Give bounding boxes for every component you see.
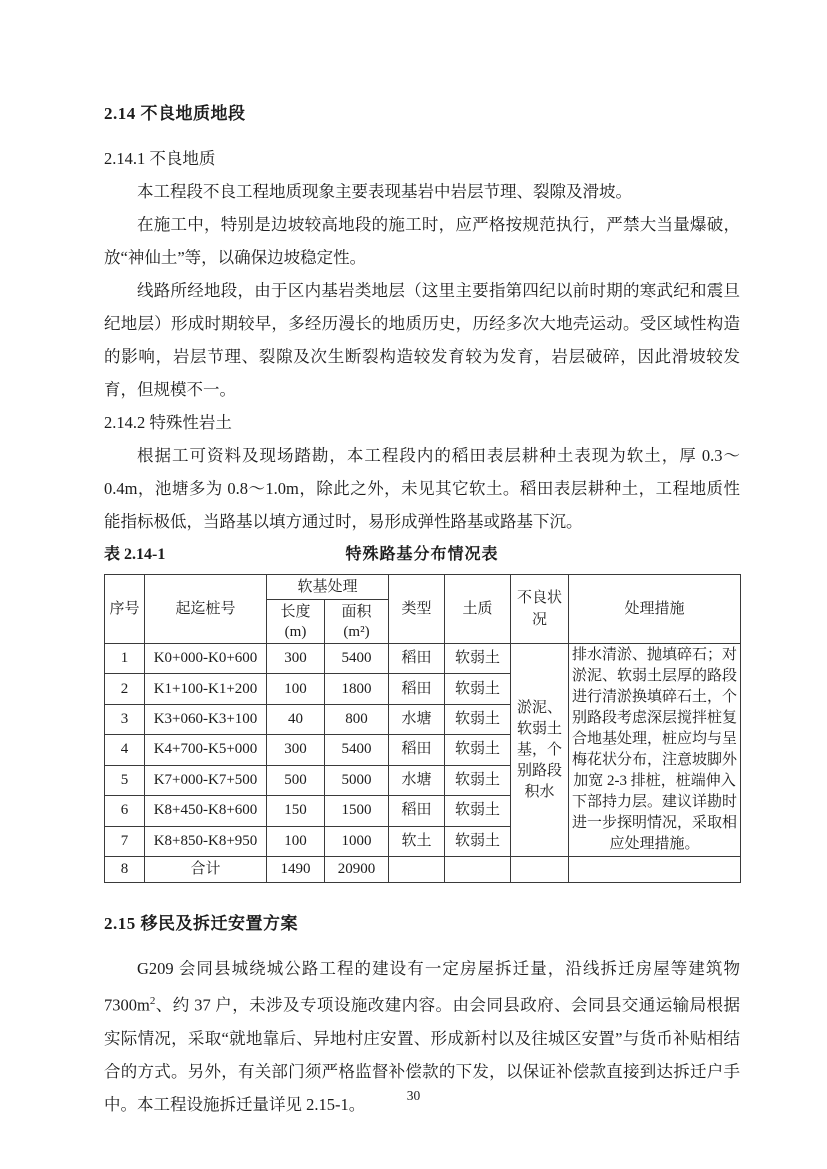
cell-no: 6 (105, 796, 145, 826)
cell-length: 100 (267, 826, 325, 856)
cell-area: 1800 (325, 674, 389, 704)
special-subgrade-table (104, 574, 741, 883)
table-row (105, 644, 741, 674)
cell-soil: 软弱土 (445, 735, 511, 765)
cell-no: 8 (105, 857, 145, 883)
relocation-text-after-sup: 、约 37 户，未涉及专项设施改建内容。由会同县政府、会同县交通运输局根据实际情况，采取“就地靠后、异地村庄安置、形成新村以及往城区安置”与货币补贴相结合的方式。另外，有关部门须严格监督补偿款的下发，以保证补偿款直接到达拆迁户手中。本工程设施拆迁量详见 2.15-1。 (104, 995, 740, 1114)
header-range: 起迄桩号 (145, 575, 267, 644)
page-content (104, 97, 740, 1121)
table-caption-title: 特殊路基分布情况表 (345, 546, 499, 563)
paragraph-special-soil: 根据工可资料及现场踏勘，本工程段内的稻田表层耕种土表现为软土，厚 0.3～0.4m，池塘多为 0.8～1.0m，除此之外，未见其它软土。稻田表层耕种土，工程地质性能指标极低，当路基以填方通过时，易形成弹性路基或路基下沉。 (104, 446, 740, 531)
cell-area: 800 (325, 704, 389, 734)
table-header-row-1 (105, 575, 741, 600)
cell-range: K3+060-K3+100 (145, 704, 267, 734)
cell-area: 5400 (325, 735, 389, 765)
cell-length: 500 (267, 765, 325, 795)
cell-no: 2 (105, 674, 145, 704)
cell-soil: 软弱土 (445, 765, 511, 795)
cell-soil (445, 857, 511, 883)
cell-area: 1000 (325, 826, 389, 856)
cell-no: 7 (105, 826, 145, 856)
table-caption-label: 表 2.14-1 (104, 546, 166, 563)
cell-type: 软土 (389, 826, 445, 856)
header-length (267, 600, 325, 644)
cell-range: K0+000-K0+600 (145, 644, 267, 674)
cell-no: 1 (105, 644, 145, 674)
cell-soil: 软弱土 (445, 644, 511, 674)
section-heading-2-14: 2.14 不良地质地段 (104, 104, 246, 123)
cell-type: 稻田 (389, 796, 445, 826)
cell-range: 合计 (145, 857, 267, 883)
relocation-superscript: 2 (149, 995, 156, 1007)
cell-bad-condition-merged: 淤泥、软弱土基，个别路段积水 (511, 644, 569, 857)
relocation-text-before-sup: G209 会同县城绕城公路工程的建设有一定房屋拆迁量，沿线拆迁房屋等建筑物7300m (104, 959, 740, 1015)
section-heading-2-15: 2.15 移民及拆迁安置方案 (104, 914, 298, 933)
cell-treatment-empty (569, 857, 741, 883)
cell-length: 150 (267, 796, 325, 826)
header-soil: 土质 (445, 575, 511, 644)
header-seq: 序号 (105, 575, 145, 644)
header-area-label: 面积 (341, 603, 372, 620)
cell-area: 1500 (325, 796, 389, 826)
cell-no: 4 (105, 735, 145, 765)
table-caption (104, 540, 740, 570)
cell-length: 100 (267, 674, 325, 704)
cell-type: 水塘 (389, 765, 445, 795)
paragraph-geology-1: 本工程段不良工程地质现象主要表现基岩中岩层节理、裂隙及滑坡。 (137, 182, 632, 201)
cell-bad-condition-empty (511, 857, 569, 883)
header-treatment: 处理措施 (569, 575, 741, 644)
paragraph-geology-3: 线路所经地段，由于区内基岩类地层（这里主要指第四纪以前时期的寒武纪和震旦纪地层）形成时期较早，多经历漫长的地质历史，历经多次大地壳运动。受区域性构造的影响，岩层节理、裂隙及次生断裂构造较发育较为发育，岩层破碎，因此滑坡较发育，但规模不一。 (104, 281, 740, 399)
cell-area: 20900 (325, 857, 389, 883)
subsection-heading-2-14-2: 2.14.2 特殊性岩土 (104, 413, 232, 432)
cell-soil: 软弱土 (445, 826, 511, 856)
cell-length: 300 (267, 735, 325, 765)
header-length-unit: (m) (284, 623, 307, 640)
cell-treatment-merged: 排水清淤、抛填碎石；对淤泥、软弱土层厚的路段进行清淤换填碎石土，个别路段考虑深层搅拌桩复合地基处理，桩应均与呈梅花状分布，注意坡脚外加宽 2-3 排桩，桩端伸入下部持力层。建议详勘时进一步探明情况，采取相应处理措施。 (569, 644, 741, 857)
header-area (325, 600, 389, 644)
cell-soil: 软弱土 (445, 674, 511, 704)
table-row-total (105, 857, 741, 883)
page-number: 30 (406, 1088, 421, 1103)
subsection-heading-2-14-1: 2.14.1 不良地质 (104, 149, 216, 168)
cell-no: 5 (105, 765, 145, 795)
cell-range: K8+850-K8+950 (145, 826, 267, 856)
header-area-unit: (m²) (343, 623, 370, 640)
header-bad-condition: 不良状况 (511, 575, 569, 644)
header-soft-treatment-group: 软基处理 (267, 575, 389, 600)
cell-soil: 软弱土 (445, 704, 511, 734)
cell-length: 300 (267, 644, 325, 674)
cell-area: 5000 (325, 765, 389, 795)
cell-range: K4+700-K5+000 (145, 735, 267, 765)
cell-range: K8+450-K8+600 (145, 796, 267, 826)
cell-soil: 软弱土 (445, 796, 511, 826)
paragraph-geology-2: 在施工中，特别是边坡较高地段的施工时，应严格按规范执行，严禁大当量爆破，放“神仙土”等，以确保边坡稳定性。 (104, 215, 740, 267)
header-type: 类型 (389, 575, 445, 644)
cell-type: 稻田 (389, 735, 445, 765)
cell-type (389, 857, 445, 883)
cell-range: K1+100-K1+200 (145, 674, 267, 704)
cell-range: K7+000-K7+500 (145, 765, 267, 795)
cell-length: 40 (267, 704, 325, 734)
header-length-label: 长度 (280, 603, 311, 620)
cell-type: 稻田 (389, 674, 445, 704)
cell-type: 稻田 (389, 644, 445, 674)
cell-type: 水塘 (389, 704, 445, 734)
cell-no: 3 (105, 704, 145, 734)
cell-area: 5400 (325, 644, 389, 674)
cell-length: 1490 (267, 857, 325, 883)
